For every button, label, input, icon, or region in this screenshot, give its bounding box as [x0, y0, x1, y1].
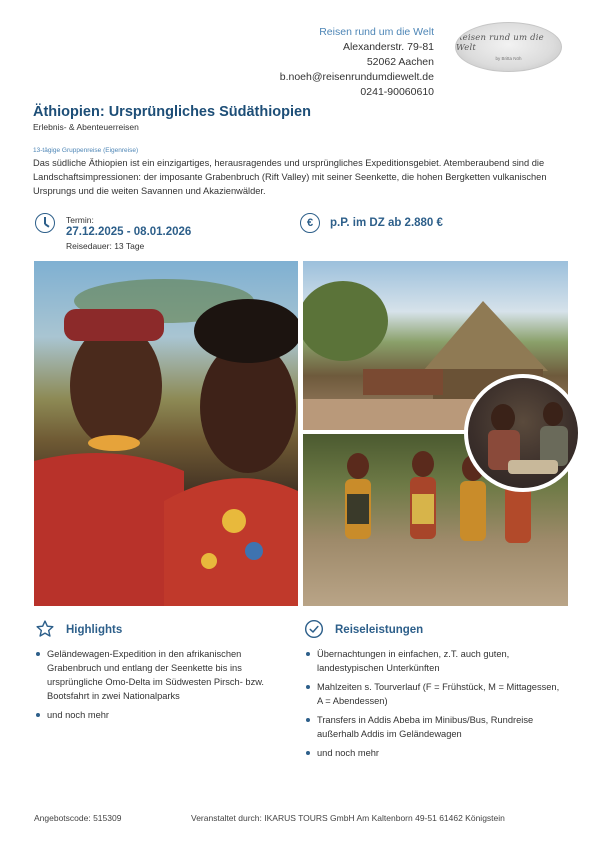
- list-item: Transfers in Addis Abeba im Minibus/Bus, Rundreise außerhalb Addis im Geländewagen: [304, 713, 566, 741]
- check-circle-icon: [304, 619, 324, 639]
- list-item: Übernachtungen in einfachen, z.T. auch guten, landestypischen Unterkünften: [304, 647, 566, 675]
- agency-email[interactable]: b.noeh@reisenrundumdiewelt.de: [279, 71, 434, 83]
- services-title: Reiseleistungen: [335, 624, 424, 636]
- services-list: [304, 647, 566, 765]
- list-item: und noch mehr: [34, 708, 286, 722]
- termin-date: 27.12.2025 - 08.01.2026: [66, 226, 192, 238]
- list-item: Mahlzeiten s. Tourverlauf (F = Frühstück, M = Mittagessen, A = Abendessen): [304, 680, 566, 708]
- euro-icon: €: [300, 213, 320, 233]
- trip-title: Äthiopien: Ursprüngliches Südäthiopien: [33, 104, 311, 120]
- price-text: p.P. im DZ ab 2.880 €: [330, 217, 443, 229]
- offer-code: Angebotscode: 515309: [34, 813, 122, 823]
- star-icon: [35, 619, 55, 639]
- trip-subtitle: Erlebnis- & Abenteuerreisen: [33, 122, 139, 132]
- agency-name: Reisen rund um die Welt: [319, 26, 434, 38]
- photo-inset-woman: [464, 374, 582, 492]
- logo-text: Reisen rund um die Welt: [456, 33, 544, 53]
- photo-two-women: [34, 261, 298, 606]
- logo-subtext: by Britta Nöh: [495, 56, 522, 61]
- agency-street: Alexanderstr. 79-81: [342, 41, 434, 53]
- clock-icon: [35, 213, 55, 233]
- highlights-title: Highlights: [66, 624, 123, 636]
- agency-phone[interactable]: 0241-90060610: [360, 86, 434, 98]
- trip-tag: 13-tägige Gruppenreise (Eigenreise): [33, 147, 139, 154]
- trip-duration: Reisedauer: 13 Tage: [66, 241, 145, 251]
- termin-label: Termin:: [66, 215, 94, 225]
- highlights-list: [34, 647, 286, 727]
- agency-logo: [455, 22, 562, 72]
- organizer-info: Veranstaltet durch: IKARUS TOURS GmbH Am Kaltenborn 49-51 61462 Königstein: [191, 813, 505, 823]
- agency-city: 52062 Aachen: [366, 56, 434, 68]
- agency-address: [280, 25, 434, 100]
- trip-description: Das südliche Äthiopien ist ein einzigartiges, herausragendes und ursprüngliches Expeditionsgebiet. Atemberaubend sind die Landschaftsimpressionen: der imposante Grabenbruch (Rift Valley) mit seiner Seenkette, die hohen Bergketten vulkanischen Ursprungs und die weiten Savannen und Akazienwälder.: [33, 158, 547, 196]
- list-item: und noch mehr: [304, 746, 566, 760]
- list-item: Geländewagen-Expedition in den afrikanischen Grabenbruch und entlang der Seenkette bis ins ursprüngliche Omo-Delta im Südwesten Pirsch- bzw. Bootsfahrt in zwei Nationalparks: [34, 647, 286, 703]
